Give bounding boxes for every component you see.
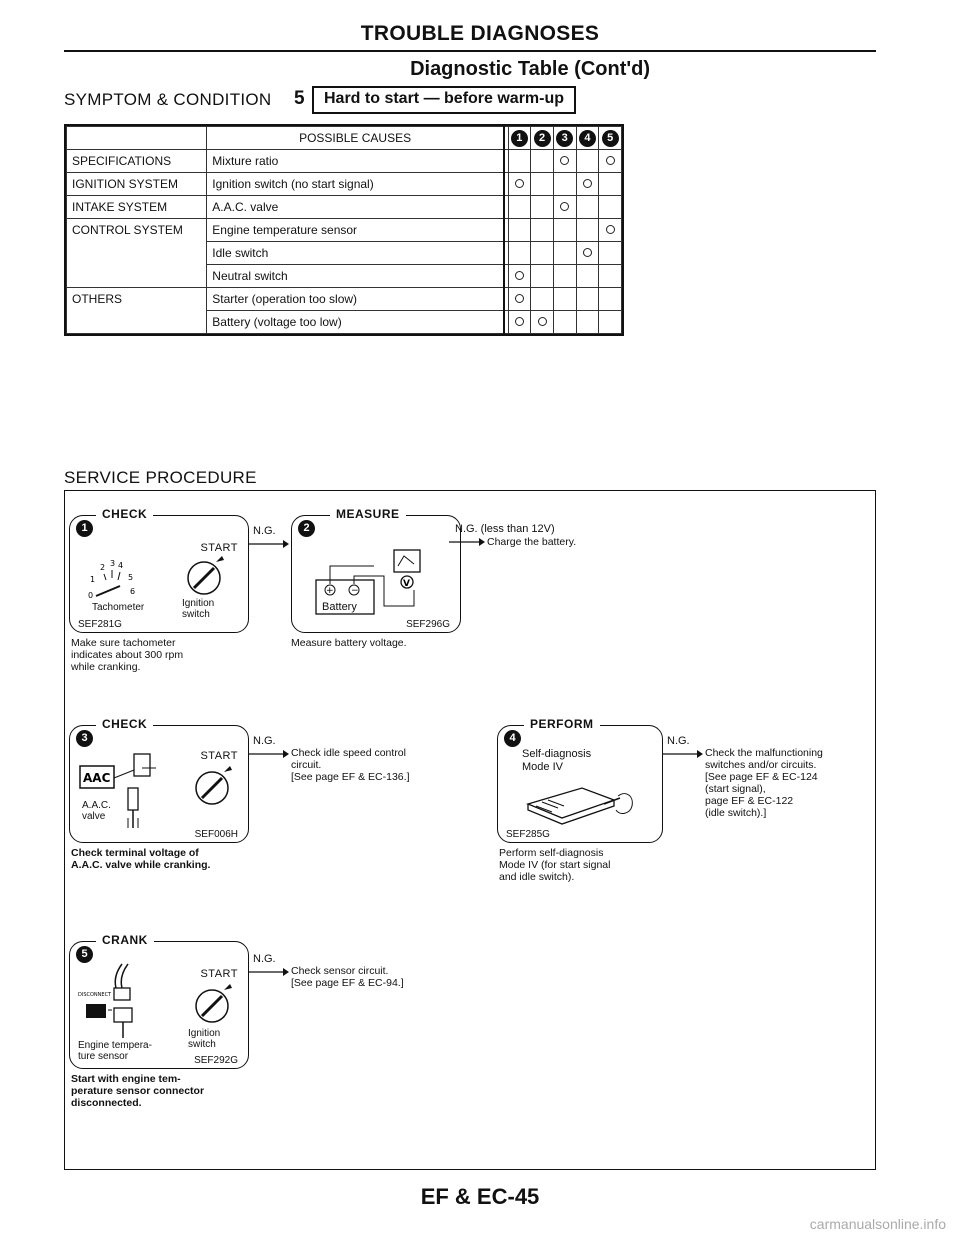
step-4-caption: Perform self-diagnosis Mode IV (for start signal and idle switch). [499,847,611,883]
table-row [67,173,622,196]
step-header-5 [599,127,622,150]
sensor-label: Engine tempera- ture sensor [78,1040,152,1062]
table-header-row [67,127,622,150]
step-5-cell [599,219,622,242]
start-label: START [200,968,238,980]
table-row [67,219,622,242]
step-1-check [69,507,249,633]
cause-cell: A.A.C. valve [207,196,504,219]
step-5-cell [599,196,622,219]
step-2-cell [531,150,554,173]
step-4-cell [576,311,599,334]
step-3-cell [553,173,576,196]
arrow-right-icon [449,537,485,547]
table-row [67,150,622,173]
step-2-measure [291,507,461,633]
step-2-cell [531,288,554,311]
step-4-action: Check the malfunctioning switches and/or circuits. [See page EF & EC-124 (start signal), page EF & EC-122 (idle switch).] [705,747,823,819]
step-2-cell [531,219,554,242]
svg-text:−: − [351,586,359,596]
battery-label: Battery [322,601,357,613]
ignition-switch-icon [190,766,236,806]
ng-label: N.G. [253,525,276,537]
system-cell: CONTROL SYSTEM [67,219,207,242]
step-4-cell [576,196,599,219]
step-2-cell [531,311,554,334]
step-3-cell [553,219,576,242]
step-header-4 [576,127,599,150]
step-number-badge: 3 [556,130,573,147]
step-5-cell [599,173,622,196]
arrow-right-icon [663,749,703,759]
cause-cell: Starter (operation too slow) [207,288,504,311]
step-3-cell [553,288,576,311]
check-circle-icon [583,179,592,188]
step-1-cell [508,265,531,288]
arrow-right-icon [249,967,289,977]
system-cell: IGNITION SYSTEM [67,173,207,196]
figure-code: SEF006H [194,829,238,840]
step-1-cell [508,196,531,219]
step-4-cell [576,173,599,196]
step-3-cell [553,265,576,288]
engine-temperature-sensor-icon [78,958,168,1040]
step-number-badge: 3 [76,730,93,747]
step-1-caption: Make sure tachometer indicates about 300 rpm while cranking. [71,637,184,673]
step-2-cell [531,265,554,288]
page-number: EF & EC-45 [420,1184,540,1209]
step-4-cell [576,288,599,311]
page-subtitle: Diagnostic Table (Cont'd) [410,58,650,80]
cause-cell: Engine temperature sensor [207,219,504,242]
ignition-switch-label: Ignition switch [182,598,215,620]
cause-cell: Idle switch [207,242,504,265]
step-1-cell [508,173,531,196]
step-1-cell [508,242,531,265]
step-5-cell [599,150,622,173]
step-2-cell [531,196,554,219]
svg-text:4: 4 [118,561,124,570]
figure-code: SEF292G [194,1055,238,1066]
aac-valve-label: A.A.C. valve [82,800,111,822]
symptom-box: Hard to start — before warm-up [312,86,576,114]
step-2-caption: Measure battery voltage. [291,637,407,649]
step-header-1 [508,127,531,150]
system-cell [67,242,207,265]
control-unit-icon [522,782,642,826]
step-5-cell [599,288,622,311]
step-3-cell [553,242,576,265]
check-circle-icon [606,156,615,165]
step-header-2 [531,127,554,150]
check-circle-icon [515,179,524,188]
step-5-cell [599,242,622,265]
ng-condition-label: N.G. (less than 12V) [455,523,555,535]
step-5-crank [69,933,249,1069]
ng-label: N.G. [253,953,276,965]
step-1-cell [508,219,531,242]
step-heading: CHECK [96,507,153,521]
step-number-badge: 4 [579,130,596,147]
ignition-switch-icon [182,556,228,596]
table-row [67,311,622,334]
check-circle-icon [515,294,524,303]
table-body [67,150,622,334]
svg-text:2: 2 [100,563,106,572]
check-circle-icon [560,156,569,165]
watermark: carmanualsonline.info [809,1216,946,1232]
cause-cell: Mixture ratio [207,150,504,173]
ignition-switch-label: Ignition switch [188,1028,221,1050]
step-4-cell [576,242,599,265]
svg-text:3: 3 [110,559,116,568]
svg-text:AAC: AAC [83,771,111,785]
step-number-badge: 5 [602,130,619,147]
step-3-cell [553,311,576,334]
system-cell: INTAKE SYSTEM [67,196,207,219]
svg-text:+: + [326,586,334,596]
svg-text:0: 0 [88,591,94,600]
ng-label: N.G. [667,735,690,747]
system-cell [67,265,207,288]
possible-causes-table [64,124,624,336]
table-row [67,265,622,288]
symptom-number: 5 [294,88,305,109]
step-3-cell [553,150,576,173]
check-circle-icon [583,248,592,257]
ng-label: N.G. [253,735,276,747]
step-3-caption: Check terminal voltage of A.A.C. valve while cranking. [71,847,211,871]
svg-text:DISCONNECT: DISCONNECT [78,992,112,998]
step-heading: MEASURE [330,507,406,521]
step-4-perform [497,717,663,843]
cause-cell: Ignition switch (no start signal) [207,173,504,196]
svg-text:V: V [403,579,410,589]
tachometer-icon [88,560,148,600]
tachometer-label: Tachometer [92,602,145,613]
step-4-cell [576,219,599,242]
figure-code: SEF296G [406,619,450,630]
step-5-action: Check sensor circuit. [See page EF & EC-94.] [291,965,404,989]
symptom-label: SYMPTOM & CONDITION [64,90,272,109]
table-header-system [67,127,207,150]
step-heading: PERFORM [524,717,600,731]
step-heading: CHECK [96,717,153,731]
table-row [67,288,622,311]
table-row [67,242,622,265]
system-cell [67,311,207,334]
step-5-caption: Start with engine tem- perature sensor connector disconnected. [71,1073,205,1109]
check-circle-icon [515,317,524,326]
step-2-action: Charge the battery. [487,536,577,548]
title-rule [64,50,876,52]
step-4-cell [576,265,599,288]
table-row [67,196,622,219]
step-1-cell [508,311,531,334]
check-circle-icon [606,225,615,234]
step-header-3 [553,127,576,150]
step-number-badge: 2 [534,130,551,147]
step-3-action: Check idle speed control circuit. [See page EF & EC-136.] [291,747,410,783]
start-label: START [200,750,238,762]
system-cell: SPECIFICATIONS [67,150,207,173]
step-5-cell [599,265,622,288]
ignition-switch-icon [190,984,236,1024]
figure-code: SEF281G [78,619,122,630]
step-4-cell [576,150,599,173]
step-heading: CRANK [96,933,154,947]
svg-text:5: 5 [128,573,134,582]
step-number-badge: 1 [76,520,93,537]
page-title: TROUBLE DIAGNOSES [360,22,600,45]
step-1-cell [508,288,531,311]
step-2-cell [531,242,554,265]
step-3-check [69,717,249,843]
check-circle-icon [515,271,524,280]
system-cell: OTHERS [67,288,207,311]
start-label: START [200,542,238,554]
step-number-badge: 1 [511,130,528,147]
arrow-right-icon [249,539,289,549]
step-5-cell [599,311,622,334]
arrow-right-icon [249,749,289,759]
cause-cell: Neutral switch [207,265,504,288]
check-circle-icon [560,202,569,211]
cause-cell: Battery (voltage too low) [207,311,504,334]
step-3-cell [553,196,576,219]
step-2-cell [531,173,554,196]
service-procedure-title: SERVICE PROCEDURE [64,468,257,487]
svg-text:1: 1 [90,575,96,584]
service-procedure-panel [64,490,876,1170]
check-circle-icon [538,317,547,326]
step-number-badge: 2 [298,520,315,537]
step-4-body: Self-diagnosis Mode IV [522,748,592,773]
table-header-causes: POSSIBLE CAUSES [207,127,504,150]
figure-code: SEF285G [506,829,550,840]
step-1-cell [508,150,531,173]
svg-text:6: 6 [130,587,136,596]
step-number-badge: 4 [504,730,521,747]
step-number-badge: 5 [76,946,93,963]
